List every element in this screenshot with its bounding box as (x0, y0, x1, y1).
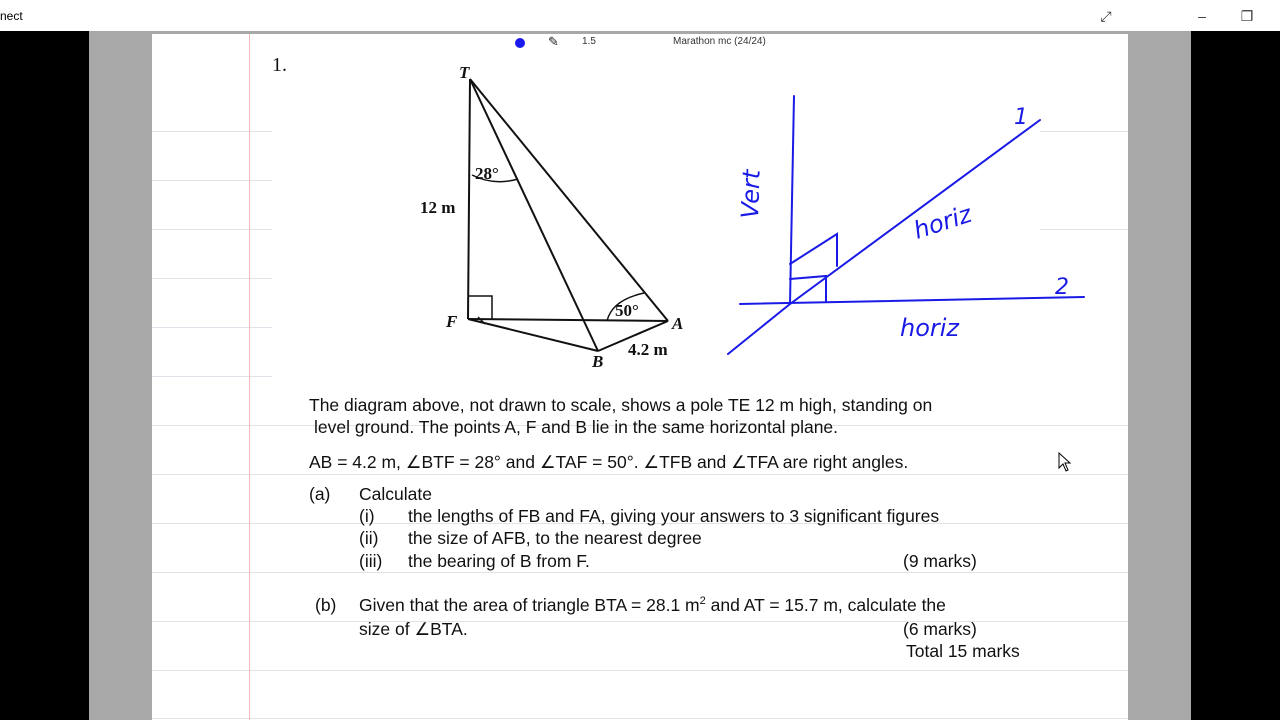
label-a: A (672, 314, 684, 333)
item-i-num: (i) (359, 506, 375, 526)
angle-a-label: 50° (615, 301, 639, 320)
total-marks: Total 15 marks (906, 641, 1020, 661)
intro-line-1: The diagram above, not drawn to scale, shows a pole TE 12 m high, standing on (309, 395, 933, 415)
line-number-1: 1 (1014, 105, 1028, 130)
part-a-text: Calculate (359, 484, 432, 504)
restore-icon[interactable]: ❐ (1240, 8, 1254, 24)
vert-annotation: Vert (736, 169, 766, 220)
slant-line-1 (790, 120, 1040, 304)
question-number: 1. (272, 54, 287, 76)
expand-icon[interactable]: ⤢ (1100, 8, 1112, 24)
document-title: Marathon mc (24/24) (673, 36, 766, 47)
part-b-marks: (6 marks) (903, 619, 977, 639)
label-t: T (459, 63, 470, 82)
angle-box-lower (790, 276, 826, 302)
notebook-page (152, 34, 1128, 720)
angle-box-upper (790, 234, 837, 266)
part-b-line-2: size of ∠BTA. (359, 619, 468, 639)
pen-size: 1.5 (582, 36, 596, 47)
height-label: 12 m (420, 198, 456, 217)
angle-top-label: 28° (475, 164, 499, 183)
geometry-diagram (152, 34, 1128, 720)
mouse-cursor-icon (1058, 452, 1074, 474)
horiz-annotation-2: horiz (900, 314, 960, 342)
horiz-annotation-1: horiz (910, 199, 975, 245)
line-number-2: 2 (1055, 275, 1069, 300)
label-f: F (446, 312, 458, 331)
vertical-line (790, 96, 794, 304)
line-tb (470, 79, 598, 351)
item-i-text: the lengths of FB and FA, giving your answers to 3 significant figures (408, 506, 940, 526)
intro-line-2: level ground. The points A, F and B lie in the same horizontal plane. (314, 417, 839, 437)
part-a-marks: (9 marks) (903, 551, 977, 571)
item-ii-num: (ii) (359, 528, 379, 548)
pole-line (468, 79, 470, 319)
part-a-label: (a) (309, 484, 331, 504)
app-title: nect (0, 9, 23, 23)
item-iii-num: (iii) (359, 551, 383, 571)
label-b: B (592, 352, 604, 371)
title-bar (0, 0, 1280, 31)
line-ta (470, 79, 668, 321)
item-ii-text: the size of AFB, to the nearest degree (408, 528, 702, 548)
right-angle-mark (468, 296, 492, 320)
slant-extension (728, 304, 790, 354)
part-b-label: (b) (315, 595, 337, 615)
given-line: AB = 4.2 m, ∠BTF = 28° and ∠TAF = 50°. ∠TFB and ∠TFA are right angles. (309, 452, 909, 472)
item-iii-text: the bearing of B from F. (408, 551, 590, 571)
part-b-line-1: Given that the area of triangle BTA = 28.1 $m^2$ and AT = 15.7 m, calculate the (359, 595, 946, 615)
minimize-icon[interactable]: – (1198, 8, 1206, 24)
ab-label: 4.2 m (628, 340, 668, 359)
line-fb (468, 319, 598, 351)
pen-tool-icon[interactable]: ✎ (548, 34, 559, 49)
